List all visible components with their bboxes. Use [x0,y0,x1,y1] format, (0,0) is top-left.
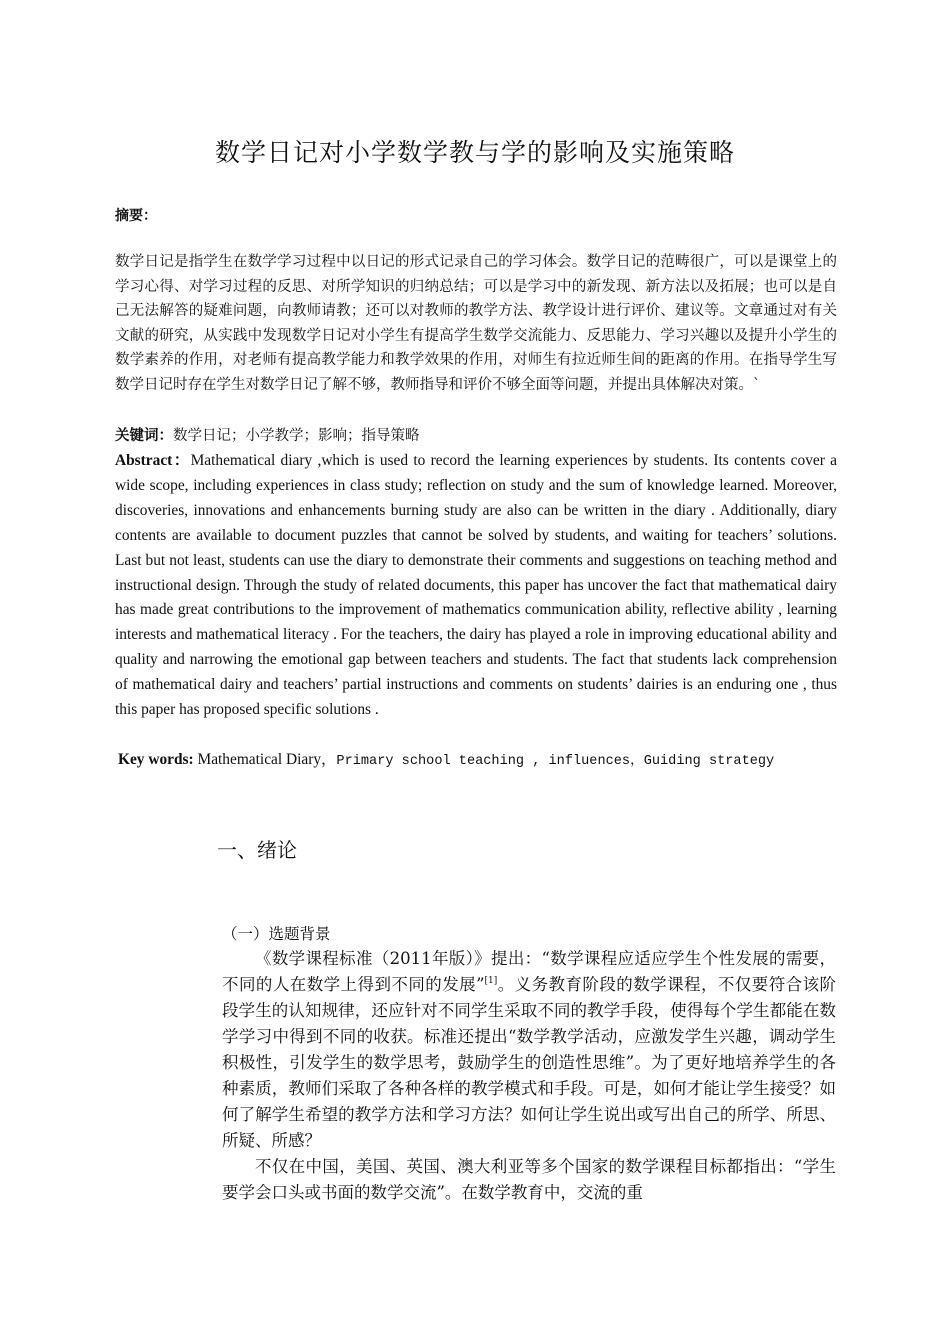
abstract-en-label: Abstract： [115,452,191,469]
keywords-zh-label: 关键词： [115,428,173,444]
section-heading: 一、绪论 [217,838,297,862]
paragraph-1-text-a: 《数学课程标准（2011年版）》提出：“数学课程应适应学生个性发展的需要，不同的人在数学上得到不同的发展” [222,949,836,994]
paper-title: 数学日记对小学数学教与学的影响及实施策略 [214,138,735,167]
body-text [222,946,836,1206]
subsection-heading: （一）选题背景 [222,925,331,943]
keywords-en [118,749,858,773]
body-paragraph-1 [222,946,836,1154]
body-paragraph-2: 不仅在中国，美国、英国、澳大利亚等多个国家的数学课程目标都指出：“学生要学会口头或书面的数学交流”。在数学教育中，交流的重 [222,1157,836,1202]
keywords-en-first: Mathematical Diary， [193,751,337,768]
abstract-zh-text: 数学日记是指学生在数学学习过程中以日记的形式记录自己的学习体会。数学日记的范畴很广，可以是课堂上的学习心得、对学习过程的反思、对所学知识的归纳总结；可以是学习中的新发现、新方法以及拓展；也可以是自己无法解答的疑难问题，向教师请教；还可以对教师的教学方法、教学设计进行评价、建议等。文章通过对有关文献的研究，从实践中发现数学日记对小学生有提高学生数学交流能力、反思能力、学习兴趣以及提升小学生的数学素养的作用，对老师有提高教学能力和教学效果的作用，对师生有拉近师生间的距离的作用。在指导学生写数学日记时存在学生对数学日记了解不够，教师指导和评价不够全面等问题，并提出具体解决对策。` [115,254,837,393]
citation-reference: [1] [484,976,498,986]
paragraph-1-text-b: 。义务教育阶段的数学课程，不仅要符合该阶段学生的认知规律，还应针对不同学生采取不同的教学手段，使得每个学生都能在数学学习中得到不同的收获。标准还提出“数学教学活动，应激发学生兴趣，调动学生积极性，引发学生的数学思考，鼓励学生的创造性思维”。为了更好地培养学生的各种素质，教师们采取了各种各样的教学模式和手段。可是，如何才能让学生接受？如何了解学生希望的教学方法和学习方法？如何让学生说出或写出自己的所学、所思、所疑、所感？ [222,975,836,1150]
keywords-zh-text: 数学日记；小学教学；影响；指导策略 [173,428,420,444]
keywords-en-label: Key words: [118,751,194,768]
abstract-zh-label: 摘要： [115,208,157,224]
abstract-en [115,449,837,723]
abstract-en-text: Mathematical diary ,which is used to record the learning experiences by students. Its contents cover a wide scope, including experiences in class study; reflection on study and the sum of knowledge learned. Moreover, discoveries, innovations and enhancements burning study are also can be written in the diary . Additionally, diary contents are available to document puzzles that cannot be solved by students, and waiting for teachers’ solutions. Last but not least, students can use the diary to demonstrate their comments and suggestions on teaching method and instructional design. Through the study of related documents, this paper has uncover the fact that mathematical dairy has made great contributions to the improvement of mathematics communication ability, reflective ability , learning interests and mathematical literacy . For the teachers, the dairy has played a role in improving educational ability and quality and narrowing the emotional gap between teachers and students. The fact that students lack comprehension of mathematical dairy and teachers’ partial instructions and comments on students’ dairies is an enduring one , thus this paper has proposed specific solutions . [115,452,837,719]
keywords-en-rest: Primary school teaching , influences，Guiding strategy [336,754,775,769]
keywords-zh [115,426,837,446]
